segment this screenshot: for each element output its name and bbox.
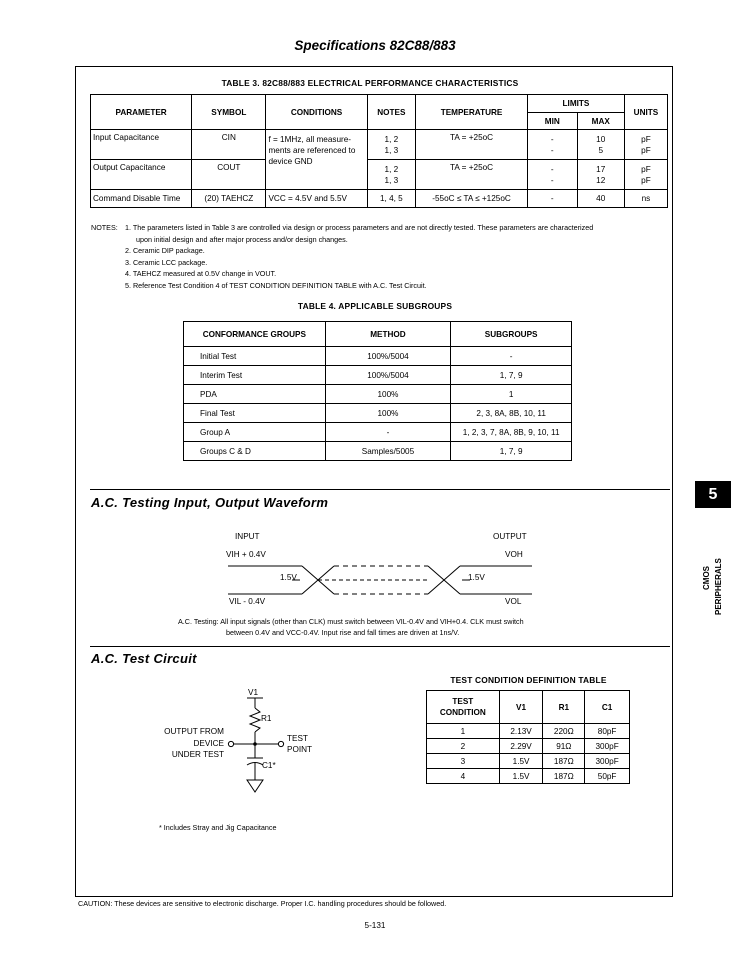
table3-shared-conditions: f = 1MHz, all measure- ments are referenced to device GND xyxy=(266,130,367,190)
table3-cell: 10 5 xyxy=(577,130,624,160)
waveform-diagram xyxy=(220,560,540,600)
table4-cell: 1 xyxy=(451,385,572,404)
table4-cell: Final Test xyxy=(184,404,326,423)
table3-header-min: MIN xyxy=(528,113,578,130)
table-row xyxy=(184,404,572,423)
table3-header-max: MAX xyxy=(577,113,624,130)
waveform-input-label: INPUT xyxy=(235,532,260,541)
table3-cell: COUT xyxy=(192,160,266,190)
table3-cell: pF pF xyxy=(624,160,667,190)
table4-header: CONFORMANCE GROUPS xyxy=(184,322,326,347)
test-table-cell: 220Ω xyxy=(543,724,585,739)
circuit-test-point-1: TEST xyxy=(287,734,308,743)
table4-cell: PDA xyxy=(184,385,326,404)
test-table-header: V1 xyxy=(499,691,543,724)
table-row xyxy=(91,160,668,190)
page-header-title: Specifications 82C88/883 xyxy=(294,38,456,53)
note-item: 1. The parameters listed in Table 3 are controlled via design or process parameters and are not directly tested. These parameters are characterized xyxy=(125,223,594,232)
frame-bottom-rule xyxy=(75,896,672,897)
test-table-cell: 91Ω xyxy=(543,739,585,754)
table3-cell: - - xyxy=(528,130,578,160)
caution-text: CAUTION: These devices are sensitive to electronic discharge. Proper I.C. handling procedures should be followed. xyxy=(78,899,447,908)
waveform-right-level: 1.5V xyxy=(468,573,485,582)
note-item: 3. Ceramic LCC package. xyxy=(125,257,208,267)
table4-cell: Groups C & D xyxy=(184,442,326,461)
test-table-cell: 2 xyxy=(427,739,500,754)
circuit-c1-label: C1* xyxy=(262,761,276,770)
circuit-footnote: * Includes Stray and Jig Capacitance xyxy=(159,823,277,832)
table-row xyxy=(427,769,630,784)
test-table-cell: 50pF xyxy=(585,769,630,784)
table3-header-symbol: SYMBOL xyxy=(192,95,266,130)
table-row xyxy=(91,130,668,160)
note-item: 5. Reference Test Condition 4 of TEST CONDITION DEFINITION TABLE with A.C. Test Circuit. xyxy=(125,280,427,290)
circuit-output-from-3: UNDER TEST xyxy=(171,750,224,759)
waveform-vil-label: VIL - 0.4V xyxy=(229,597,266,606)
table4-cell: 100%/5004 xyxy=(325,347,451,366)
table3-cell: Input Capacitance xyxy=(91,130,192,160)
test-table-cell: 1.5V xyxy=(499,769,543,784)
table4-cell: 1, 7, 9 xyxy=(451,442,572,461)
table3-cell: 40 xyxy=(577,190,624,208)
side-tab-number: 5 xyxy=(695,481,731,508)
table3-cell: VCC = 4.5V and 5.5V xyxy=(266,190,367,208)
table3-header-temperature: TEMPERATURE xyxy=(416,95,528,130)
test-table-cell: 187Ω xyxy=(543,754,585,769)
table4-cell: 1, 7, 9 xyxy=(451,366,572,385)
side-tab-label-2: PERIPHERALS xyxy=(714,558,723,615)
waveform-caption-2: between 0.4V and VCC-0.4V. Input rise and fall times are driven at 1ns/V. xyxy=(226,628,460,637)
circuit-test-point-2: POINT xyxy=(287,745,313,754)
circuit-output-from-1: OUTPUT FROM xyxy=(164,727,224,736)
circuit-output-from-2: DEVICE xyxy=(193,739,224,748)
note-item: 4. TAEHCZ measured at 0.5V change in VOUT. xyxy=(125,269,277,278)
table3-cell: ns xyxy=(624,190,667,208)
table3-cell: CIN xyxy=(192,130,266,160)
table3-cell: -55oC ≤ TA ≤ +125oC xyxy=(416,190,528,208)
table3 xyxy=(90,94,668,208)
table-row xyxy=(184,385,572,404)
table3-header-conditions: CONDITIONS xyxy=(266,95,367,130)
table3-header-notes: NOTES xyxy=(367,95,415,130)
table4-cell: 1, 2, 3, 7, 8A, 8B, 9, 10, 11 xyxy=(451,423,572,442)
table3-cell: 1, 2 1, 3 xyxy=(367,160,415,190)
waveform-output-label: OUTPUT xyxy=(493,532,527,541)
test-table-cell: 80pF xyxy=(585,724,630,739)
test-table-cell: 300pF xyxy=(585,754,630,769)
table3-header-parameter: PARAMETER xyxy=(91,95,192,130)
circuit-v1-label: V1 xyxy=(248,688,259,697)
table3-header-limits: LIMITS xyxy=(528,95,625,113)
table3-cell: Output Capacitance xyxy=(91,160,192,190)
notes-label: NOTES: xyxy=(91,223,118,232)
notes-list xyxy=(125,222,670,291)
test-table-cell: 300pF xyxy=(585,739,630,754)
table4 xyxy=(183,321,572,461)
table4-header: SUBGROUPS xyxy=(451,322,572,347)
table-row xyxy=(184,442,572,461)
note-item: upon initial design and after major process and/or design changes. xyxy=(136,234,348,244)
test-table-caption: TEST CONDITION DEFINITION TABLE xyxy=(450,675,607,685)
test-table-header: R1 xyxy=(543,691,585,724)
table4-cell: 100%/5004 xyxy=(325,366,451,385)
waveform-vih-label: VIH + 0.4V xyxy=(226,550,266,559)
table3-cell: 1, 4, 5 xyxy=(367,190,415,208)
test-table-cell: 2.29V xyxy=(499,739,543,754)
circuit-title: A.C. Test Circuit xyxy=(91,651,197,666)
table4-header: METHOD xyxy=(325,322,451,347)
table3-cell: TA = +25oC xyxy=(416,160,528,190)
test-table-cell: 187Ω xyxy=(543,769,585,784)
circuit-r1-label: R1 xyxy=(261,714,272,723)
table4-cell: Samples/5005 xyxy=(325,442,451,461)
waveform-caption-1: A.C. Testing: All input signals (other than CLK) must switch between VIL-0.4V and VIH+0.4. CLK must switch xyxy=(178,617,524,626)
table4-caption: TABLE 4. APPLICABLE SUBGROUPS xyxy=(297,301,453,311)
table3-cell: (20) TAEHCZ xyxy=(192,190,266,208)
test-table-header: TEST CONDITION xyxy=(427,691,500,724)
table4-cell: - xyxy=(451,347,572,366)
table-row xyxy=(427,724,630,739)
test-table-cell: 1 xyxy=(427,724,500,739)
test-table-cell: 3 xyxy=(427,754,500,769)
waveform-voh-label: VOH xyxy=(505,550,523,559)
table3-cell: Command Disable Time xyxy=(91,190,192,208)
table-row xyxy=(427,754,630,769)
test-table-cell: 1.5V xyxy=(499,754,543,769)
test-table-cell: 4 xyxy=(427,769,500,784)
table-row xyxy=(427,739,630,754)
test-table-cell: 2.13V xyxy=(499,724,543,739)
table-row xyxy=(184,347,572,366)
waveform-vol-label: VOL xyxy=(505,597,522,606)
table4-cell: Group A xyxy=(184,423,326,442)
note-item: 2. Ceramic DIP package. xyxy=(125,246,205,255)
table4-cell: 100% xyxy=(325,385,451,404)
table4-cell: - xyxy=(325,423,451,442)
table3-cell: - - xyxy=(528,160,578,190)
waveform-title: A.C. Testing Input, Output Waveform xyxy=(91,495,329,510)
table3-cell: TA = +25oC xyxy=(416,130,528,160)
table-row xyxy=(184,423,572,442)
table3-caption: TABLE 3. 82C88/883 ELECTRICAL PERFORMANCE CHARACTERISTICS xyxy=(221,78,519,88)
side-tab-label-1: CMOS xyxy=(702,566,711,590)
table3-cell: pF pF xyxy=(624,130,667,160)
table4-cell: Interim Test xyxy=(184,366,326,385)
table4-cell: Initial Test xyxy=(184,347,326,366)
table4-cell: 2, 3, 8A, 8B, 10, 11 xyxy=(451,404,572,423)
page-number: 5-131 xyxy=(364,921,386,930)
table3-cell: 17 12 xyxy=(577,160,624,190)
table-row xyxy=(91,190,668,208)
table3-cell: - xyxy=(528,190,578,208)
table-row xyxy=(184,366,572,385)
test-condition-table xyxy=(426,690,630,784)
waveform-left-level: 1.5V xyxy=(280,573,297,582)
test-table-header: C1 xyxy=(585,691,630,724)
table4-cell: 100% xyxy=(325,404,451,423)
table3-cell: 1, 2 1, 3 xyxy=(367,130,415,160)
section-divider xyxy=(90,489,670,490)
section-divider xyxy=(90,646,670,647)
table3-header-units: UNITS xyxy=(624,95,667,130)
